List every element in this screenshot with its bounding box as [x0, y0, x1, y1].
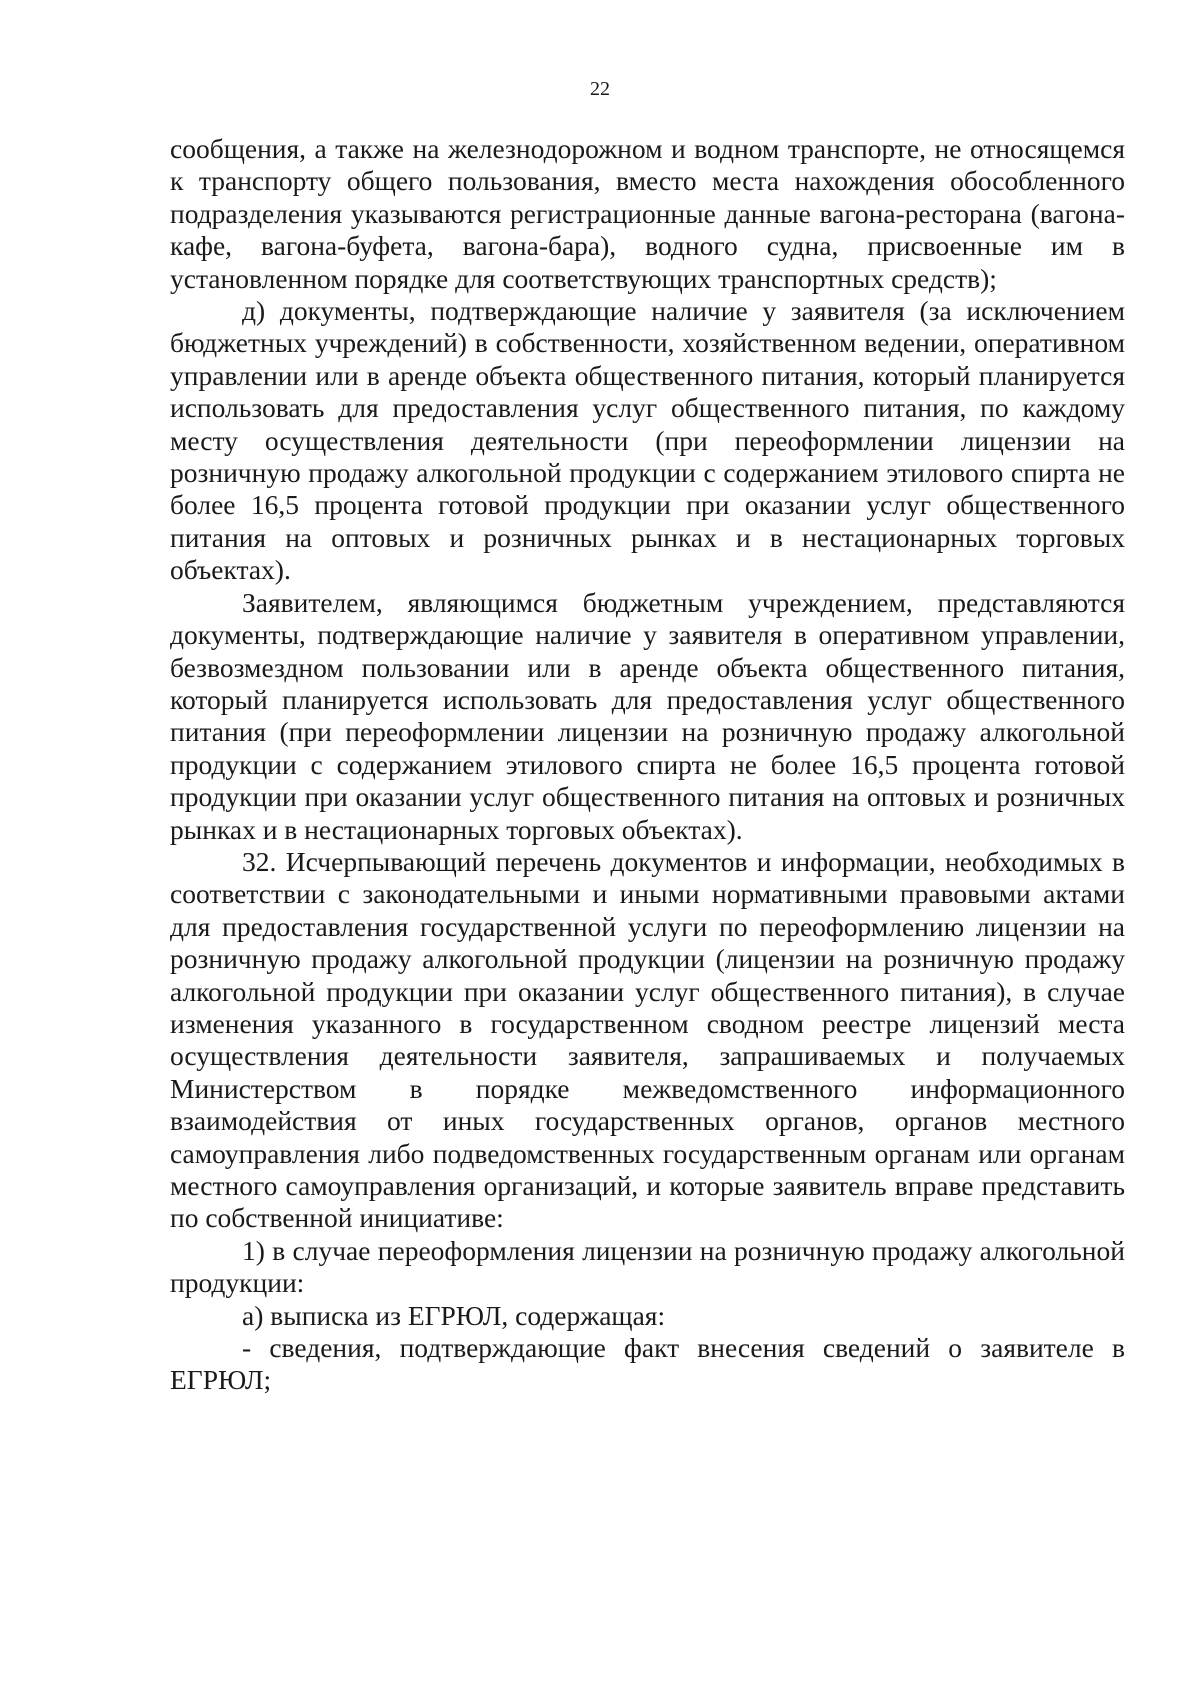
document-body	[170, 133, 1125, 1397]
paragraph-bullet-egrul: - сведения, подтверждающие факт внесения сведений о заявителе в ЕГРЮЛ;	[170, 1332, 1125, 1396]
paragraph-clause-32: 32. Исчерпывающий перечень документов и информации, необходимых в соответствии с законодательными и иными нормативными правовыми актами для предоставления государственной услуги по переоформлению лицензии на розничную продажу алкогольной продукции (лицензии на розничную продажу алкогольной продукции при оказании услуг общественного питания), в случае изменения указанного в государственном сводном реестре лицензий места осуществления деятельности заявителя, запрашиваемых и получаемых Министерством в порядке межведомственного информационного взаимодействия от иных государственных органов, органов местного самоуправления либо подведомственных государственным органам или органам местного самоуправления организаций, и которые заявитель вправе представить по собственной инициативе:	[170, 845, 1125, 1234]
paragraph-item-d: д) документы, подтверждающие наличие у заявителя (за исключением бюджетных учреждений) в собственности, хозяйственном ведении, оперативном управлении или в аренде объекта общественного питания, который планируется использовать для предоставления услуг общественного питания, по каждому месту осуществления деятельности (при переоформлении лицензии на розничную продажу алкогольной продукции с содержанием этилового спирта не более 16,5 процента готовой продукции при оказании услуг общественного питания на оптовых и розничных рынках и в нестационарных торговых объектах).	[170, 295, 1125, 586]
paragraph-budget-institution: Заявителем, являющимся бюджетным учреждением, представляются документы, подтверждающие наличие у заявителя в оперативном управлении, безвозмездном пользовании или в аренде объекта общественного питания, который планируется использовать для предоставления услуг общественного питания (при переоформлении лицензии на розничную продажу алкогольной продукции с содержанием этилового спирта не более 16,5 процента готовой продукции при оказании услуг общественного питания на оптовых и розничных рынках и в нестационарных торговых объектах).	[170, 586, 1125, 845]
paragraph-subitem-1: 1) в случае переоформления лицензии на розничную продажу алкогольной продукции:	[170, 1234, 1125, 1299]
page-number: 22	[590, 78, 610, 100]
paragraph-subitem-a: а) выписка из ЕГРЮЛ, содержащая:	[242, 1299, 666, 1331]
paragraph-continuation: сообщения, а также на железнодорожном и водном транспорте, не относящемся к транспорту общего пользования, вместо места нахождения обособленного подразделения указываются регистрационные данные вагона-ресторана (вагона-кафе, вагона-буфета, вагона-бара), водного судна, присвоенные им в установленном порядке для соответствующих транспортных средств);	[170, 133, 1125, 294]
